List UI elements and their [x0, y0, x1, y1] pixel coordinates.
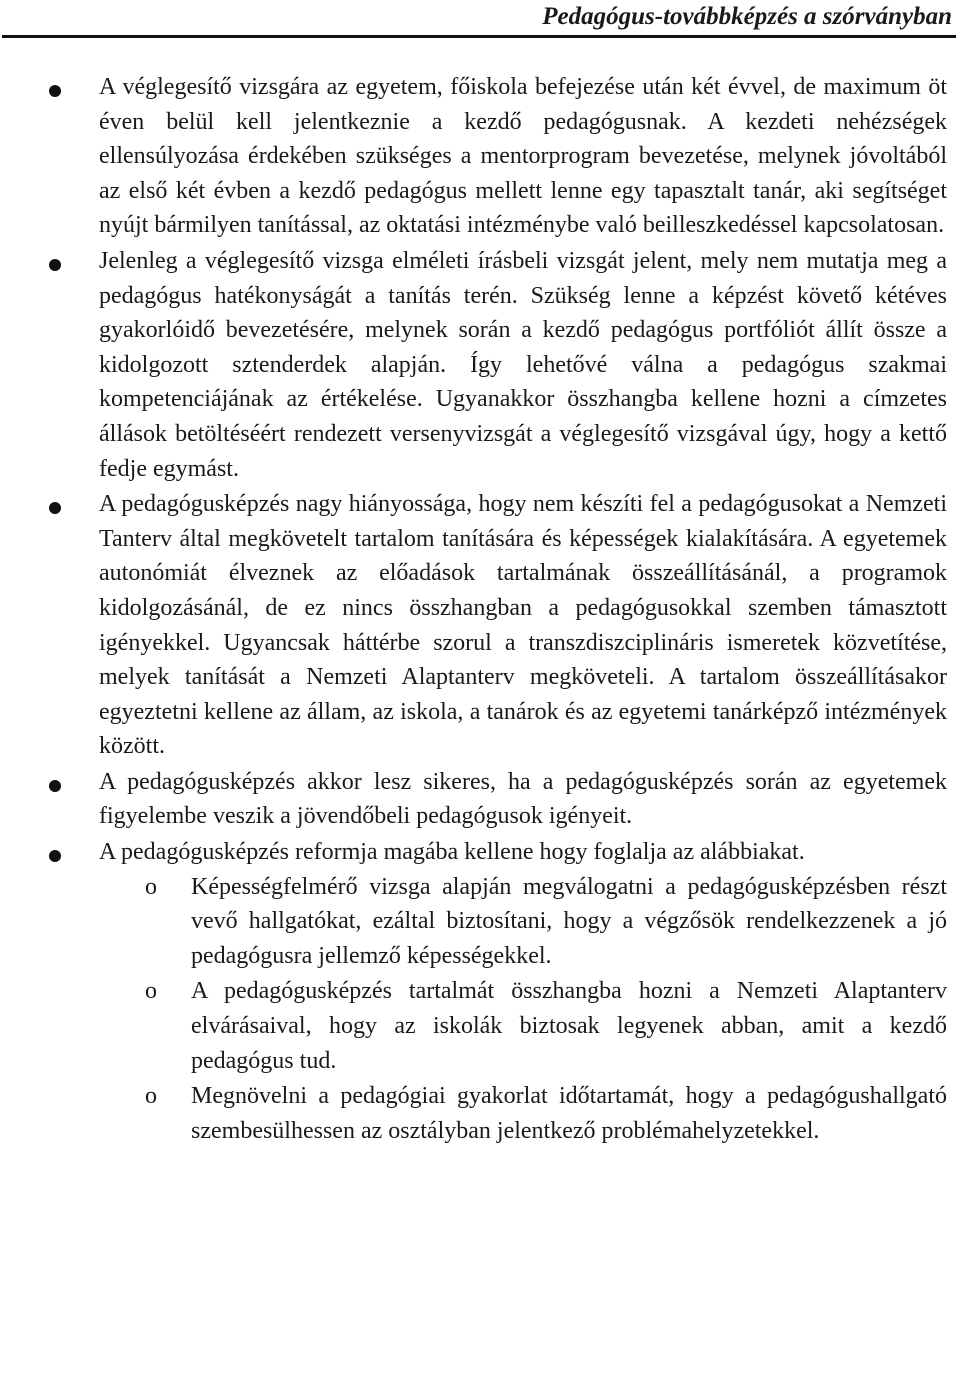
list-item — [0, 487, 960, 764]
list-item — [0, 835, 960, 1148]
running-header-title: Pedagógus-továbbképzés a szórványban — [542, 3, 952, 30]
sub-list-item — [99, 974, 947, 1078]
paragraph-text: A pedagógusképzés akkor lesz sikeres, ha a pedagógusképzés során az egyetemek figyelembe veszik a jövendőbeli pedagógusok igényeit. — [99, 768, 947, 830]
sub-list — [99, 870, 947, 1149]
list-item — [0, 70, 960, 243]
paragraph-text: A pedagógusképzés nagy hiányossága, hogy nem készíti fel a pedagógusokat a Nemzeti Tanterv által megkövetelt tartalom tanítására és képességek kialakítására. A egyetemek autonómiát élveznek az előadások tartalmának összeállításánál, a programok kidolgozásánál, de ez nincs összhangban a pedagógusokkal szemben támasztott igényekkel. Ugyancsak háttérbe szorul a transzdiszciplináris ismeretek közvetítése, melyek tanítását a Nemzeti Alaptanterv megköveteli. A tartalom összeállításakor egyeztetni kellene az állam, az iskola, a tanárok és az egyetemi tanárképző intézmények között. — [99, 491, 947, 760]
list-item — [0, 765, 960, 834]
bullet-icon — [49, 259, 61, 271]
bullet-list — [0, 70, 960, 1148]
list-item — [0, 244, 960, 486]
page-header — [0, 0, 960, 42]
bullet-icon — [49, 502, 61, 514]
sub-item-text: Képességfelmérő vizsga alapján megválogatni a pedagógusképzésben részt vevő hallgatókat, ezáltal biztosítani, hogy a végzősök rendelkezzenek a jó pedagógusra jellemző képességekkel. — [191, 873, 947, 969]
header-rule — [2, 35, 956, 38]
sub-item-text: A pedagógusképzés tartalmát összhangba hozni a Nemzeti Alaptanterv elvárásaival, hogy az iskolák biztosak legyenek abban, amit a kezdő pedagógus tud. — [191, 978, 947, 1074]
sub-list-item — [99, 870, 947, 974]
circle-bullet-icon: o — [145, 978, 157, 1005]
bullet-icon — [49, 780, 61, 792]
circle-bullet-icon: o — [145, 873, 157, 900]
document-body — [0, 70, 960, 1149]
bullet-icon — [49, 85, 61, 97]
bullet-icon — [49, 850, 61, 862]
paragraph-text: Jelenleg a véglegesítő vizsga elméleti írásbeli vizsgát jelent, mely nem mutatja meg a pedagógus hatékonyságát a tanítás terén. Szükség lenne a képzést követő kétéves gyakorlóidő bevezetésére, melynek során a kezdő pedagógus portfóliót állít össze a kidolgozott sztenderdek alapján. Így lehetővé válna a pedagógus szakmai kompetenciájának az értékelése. Ugyanakkor összhangba kellene hozni a címzetes állások betöltéséért rendezett versenyvizsgát a véglegesítő vizsgával úgy, hogy a kettő fedje egymást. — [99, 247, 947, 482]
circle-bullet-icon: o — [145, 1083, 157, 1110]
paragraph-text: A véglegesítő vizsgára az egyetem, főiskola befejezése után két évvel, de maximum öt éven belül kell jelentkeznie a kezdő pedagógusnak. A kezdeti nehézségek ellensúlyozása érdekében szükséges a mentorprogram bevezetése, melynek jóvoltából az első két évben a kezdő pedagógus mellett lenne egy tapasztalt tanár, aki segítséget nyújt bármilyen tanítással, az oktatási intézménybe való beilleszkedéssel kapcsolatosan. — [99, 74, 947, 239]
paragraph-text: A pedagógusképzés reformja magába kellene hogy foglalja az alábbiakat. — [99, 839, 805, 866]
sub-item-text: Megnövelni a pedagógiai gyakorlat időtartamát, hogy a pedagógushallgató szembesülhessen az osztályban jelentkező problémahelyzetekkel. — [191, 1083, 947, 1144]
sub-list-item — [99, 1079, 947, 1148]
